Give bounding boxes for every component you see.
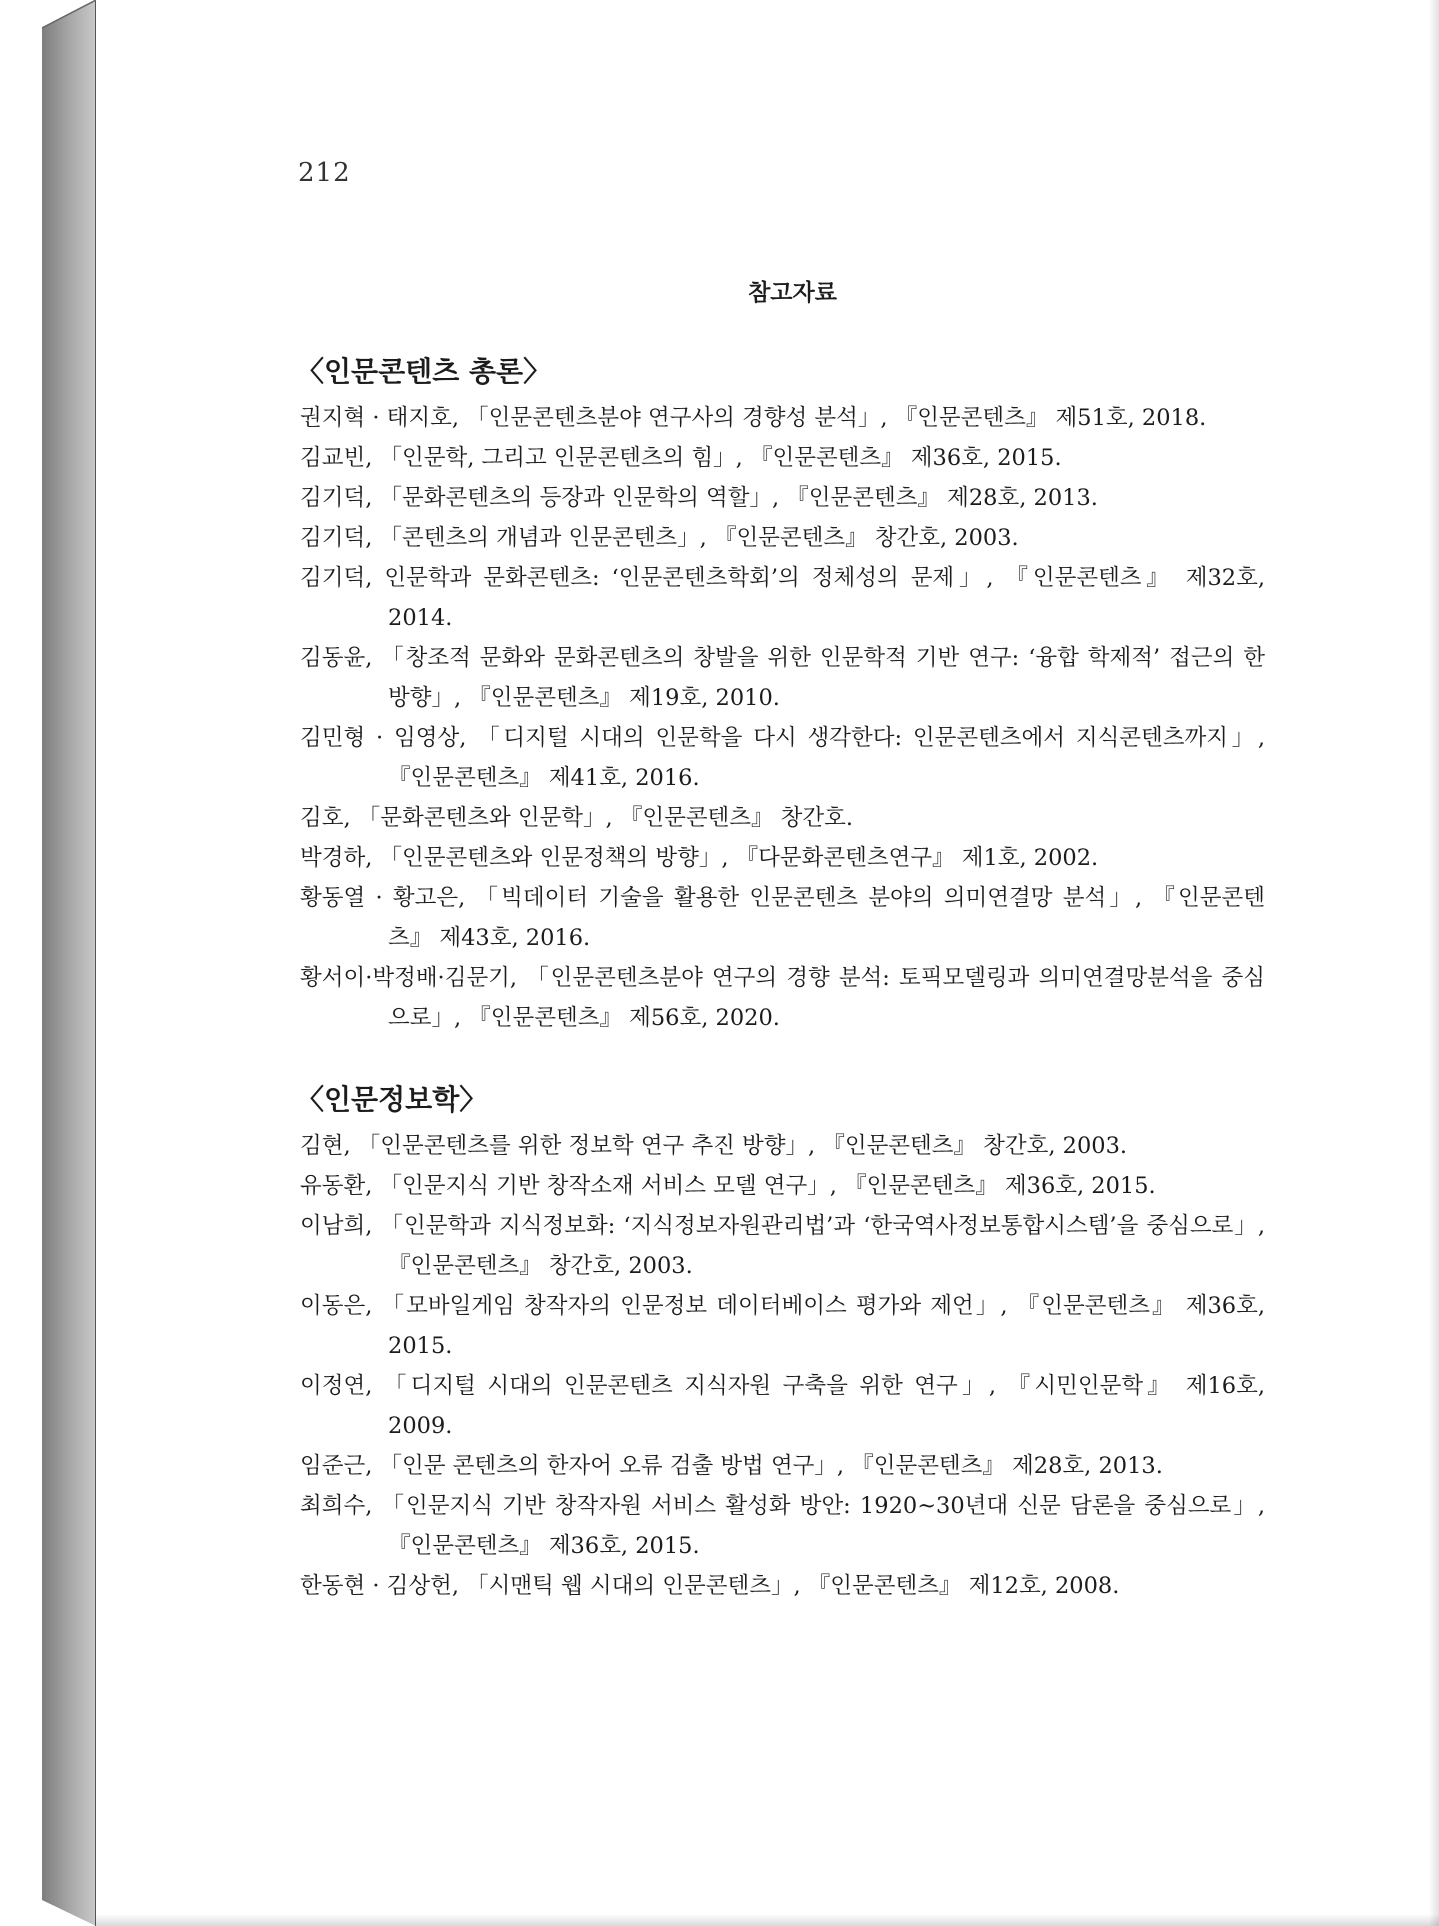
reference-item: 박경하, 「인문콘텐츠와 인문정책의 방향」, 『다문화콘텐츠연구』 제1호, 2002.: [300, 845, 1099, 871]
reference-item: 권지혁 · 태지호, 「인문콘텐츠분야 연구사의 경향성 분석」, 『인문콘텐츠』 제51호, 2018.: [300, 405, 1207, 431]
reference-item: 이정연, 「디지털 시대의 인문콘텐츠 지식자원 구축을 위한 연구」, 『시민인문학』 제16호, 2009.: [300, 1373, 1265, 1439]
reference-item: 황동열 · 황고은, 「빅데이터 기술을 활용한 인문콘텐츠 분야의 의미연결망 분석」, 『인문콘텐츠』 제43호, 2016.: [300, 885, 1265, 951]
reference-item: 김민형 · 임영상, 「디지털 시대의 인문학을 다시 생각한다: 인문콘텐츠에서 지식콘텐츠까지」, 『인문콘텐츠』 제41호, 2016.: [300, 725, 1265, 791]
section-humanities-informatics: [296, 1080, 1265, 1606]
section-humanities-contents-overview: [296, 352, 1265, 1038]
reference-item: 이남희, 「인문학과 지식정보화: ‘지식정보자원관리법’과 ‘한국역사정보통합시스템’을 중심으로」, 『인문콘텐츠』 창간호, 2003.: [300, 1213, 1265, 1279]
reference-item: 김교빈, 「인문학, 그리고 인문콘텐츠의 힘」, 『인문콘텐츠』 제36호, 2015.: [300, 445, 1062, 471]
reference-item: 김기덕, 인문학과 문화콘텐츠: ‘인문콘텐츠학회’의 정체성의 문제」, 『인문콘텐츠』 제32호, 2014.: [300, 565, 1265, 631]
reference-item: 한동현 · 김상헌, 「시맨틱 웹 시대의 인문콘텐츠」, 『인문콘텐츠』 제12호, 2008.: [300, 1573, 1120, 1599]
reference-item: 유동환, 「인문지식 기반 창작소재 서비스 모델 연구」, 『인문콘텐츠』 제36호, 2015.: [300, 1173, 1156, 1199]
references-content: [296, 352, 1265, 1606]
reference-item: 김현, 「인문콘텐츠를 위한 정보학 연구 추진 방향」, 『인문콘텐츠』 창간호, 2003.: [300, 1133, 1128, 1159]
page-bottom-shadow: [96, 1914, 1439, 1926]
reference-item: 김동윤, 「창조적 문화와 문화콘텐츠의 창발을 위한 인문학적 기반 연구: ‘융합 학제적’ 접근의 한 방향」, 『인문콘텐츠』 제19호, 2010.: [300, 645, 1265, 711]
reference-item: 이동은, 「모바일게임 창작자의 인문정보 데이터베이스 평가와 제언」, 『인문콘텐츠』 제36호, 2015.: [300, 1293, 1265, 1359]
reference-item: 김기덕, 「문화콘텐츠의 등장과 인문학의 역할」, 『인문콘텐츠』 제28호, 2013.: [300, 485, 1098, 511]
reference-item: 김호, 「문화콘텐츠와 인문학」, 『인문콘텐츠』 창간호.: [300, 805, 854, 831]
section-heading: 〈인문콘텐츠 총론〉: [296, 355, 552, 388]
reference-item: 최희수, 「인문지식 기반 창작자원 서비스 활성화 방안: 1920~30년대 신문 담론을 중심으로」, 『인문콘텐츠』 제36호, 2015.: [300, 1493, 1265, 1559]
reference-item: 김기덕, 「콘텐츠의 개념과 인문콘텐츠」, 『인문콘텐츠』 창간호, 2003.: [300, 525, 1019, 551]
page-number: 212: [298, 158, 351, 188]
reference-item: 황서이·박정배·김문기, 「인문콘텐츠분야 연구의 경향 분석: 토픽모델링과 의미연결망분석을 중심으로」, 『인문콘텐츠』 제56호, 2020.: [300, 965, 1265, 1031]
reference-item: 임준근, 「인문 콘텐츠의 한자어 오류 검출 방법 연구」, 『인문콘텐츠』 제28호, 2013.: [300, 1453, 1163, 1479]
page-title: 참고자료: [748, 280, 837, 306]
section-heading: 〈인문정보학〉: [296, 1083, 488, 1116]
